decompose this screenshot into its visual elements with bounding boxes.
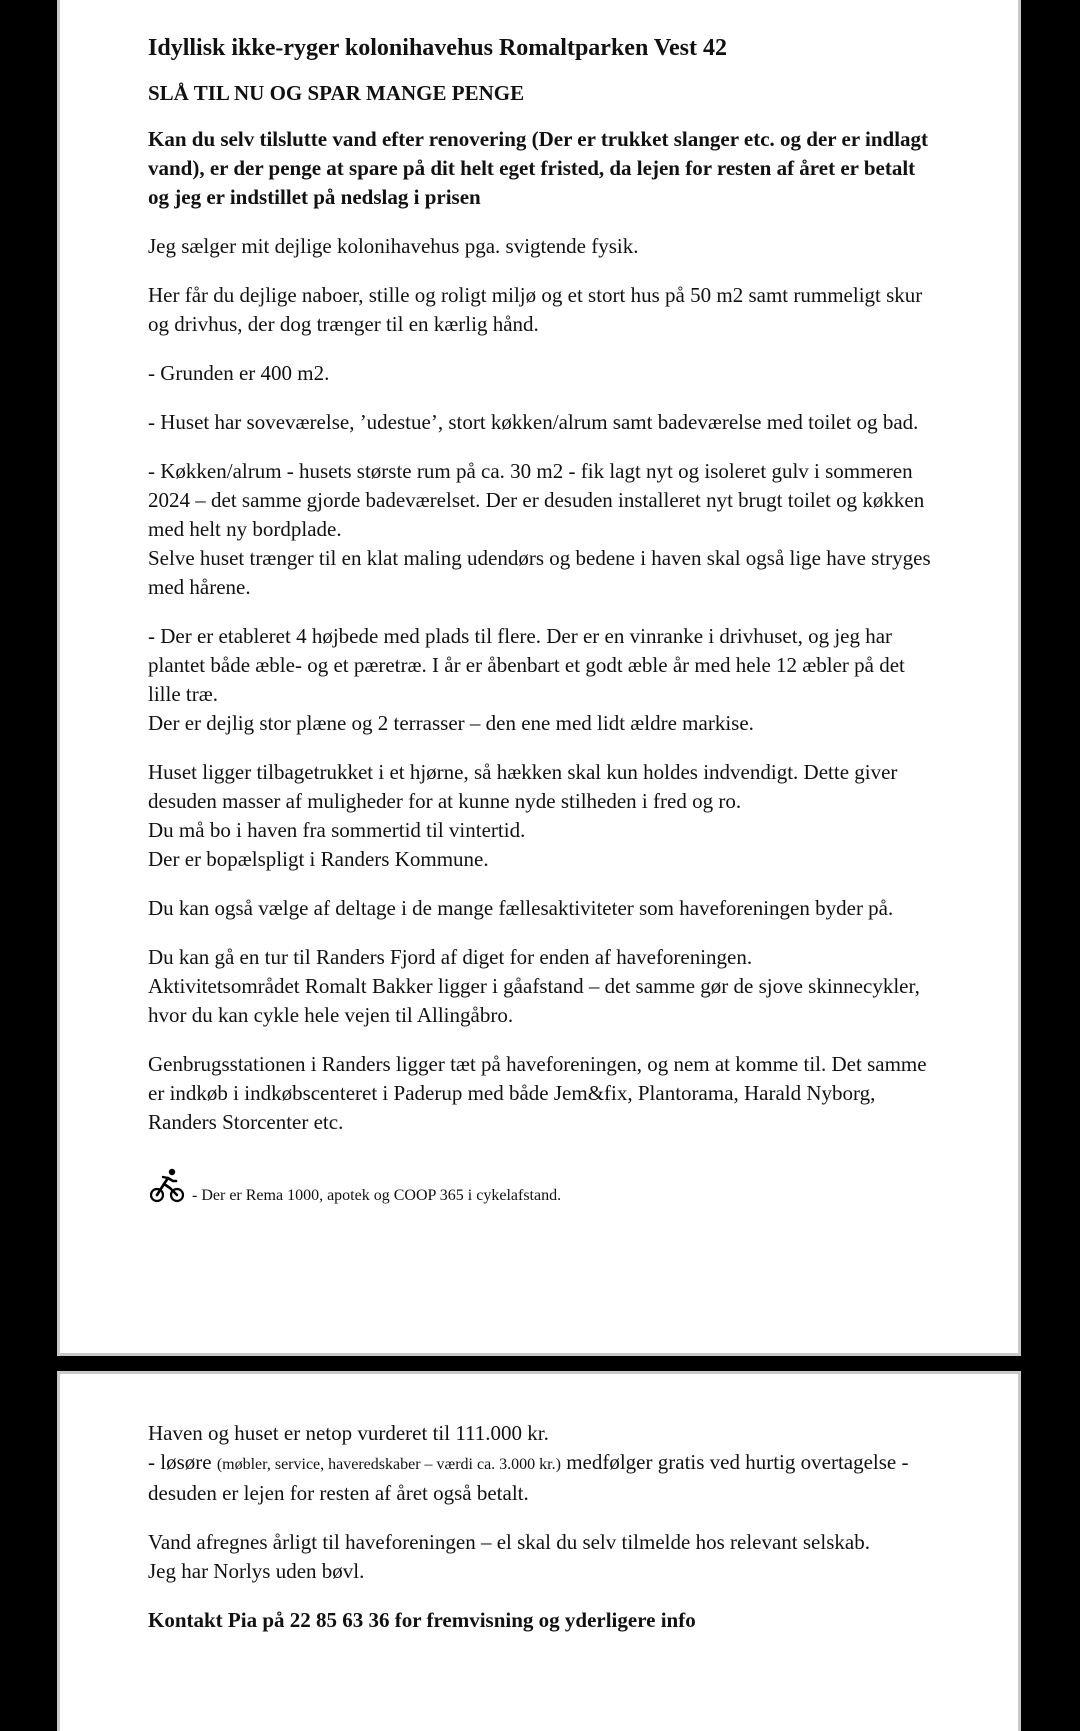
- paragraph-neighbours: Her får du dejlige naboer, stille og roligt miljø og et stort hus på 50 m2 samt rummeligt skur og drivhus, der dog trænger til en kærlig hånd.: [148, 283, 923, 336]
- paragraph-garden: [148, 622, 938, 738]
- paragraph-location: [148, 758, 938, 874]
- corner-text: Huset ligger tilbagetrukket i et hjørne, så hækken skal kun holdes indvendigt. Dette giver desuden masser af muligheder for at kunne nyde stilheden i fred og ro.: [148, 760, 898, 813]
- bicycle-icon: [148, 1167, 186, 1205]
- season-text: Du må bo i haven fra sommertid til vintertid.: [148, 818, 526, 842]
- furniture-line: [148, 1448, 938, 1508]
- fjord-text: Du kan gå en tur til Randers Fjord af diget for enden af haveforeningen.: [148, 945, 753, 969]
- water-text: Vand afregnes årligt til haveforeningen – el skal du selv tilmelde hos relevant selskab.: [148, 1530, 870, 1554]
- document-page-2: [57, 1371, 1021, 1731]
- paragraph-valuation: [148, 1419, 938, 1508]
- maintenance-text: Selve huset trænger til en klat maling udendørs og bedene i haven skal også lige have stryges med hårene.: [148, 546, 931, 599]
- residence-text: Der er bopælspligt i Randers Kommune.: [148, 847, 489, 871]
- contact-info: Kontakt Pia på 22 85 63 36 for fremvisning og yderligere info: [148, 1608, 696, 1632]
- page-2-content: [148, 1419, 938, 1655]
- romalt-text: Aktivitetsområdet Romalt Bakker ligger i gåafstand – det samme gør de sjove skinnecykler, hvor du kan cykle hele vejen til Allingåbro.: [148, 974, 920, 1027]
- document-subtitle: SLÅ TIL NU OG SPAR MANGE PENGE: [148, 81, 525, 105]
- garden-beds-text: - Der er etableret 4 højbede med plads til flere. Der er en vinranke i drivhuset, og jeg har plantet både æble- og et pæretræ. I år er åbenbart et godt æble år med hele 12 æbler på det lille træ.: [148, 624, 905, 706]
- furniture-text-end: medfølger gratis ved hurtig overtagelse - desuden er lejen for resten af året også betalt.: [148, 1450, 909, 1505]
- paragraph-kitchen: [148, 457, 938, 602]
- paragraph-activities: Du kan også vælge af deltage i de mange fællesaktiviteter som haveforeningen byder på.: [148, 896, 894, 920]
- furniture-details: (møbler, service, haveredskaber – værdi ca. 3.000 kr.): [216, 1456, 561, 1473]
- paragraph-shopping: Genbrugsstationen i Randers ligger tæt på haveforeningen, og nem at komme til. Det samme er indkøb i indkøbscenteret i Paderup med både Jem&fix, Plantorama, Harald Nyborg, Randers Storcenter etc.: [148, 1052, 927, 1134]
- paragraph-rooms: - Huset har soveværelse, ’udestue’, stort køkken/alrum samt badeværelse med toilet og bad.: [148, 410, 919, 434]
- paragraph-utilities: [148, 1528, 938, 1586]
- power-text: Jeg har Norlys uden bøvl.: [148, 1559, 365, 1583]
- document-page-1: [57, 0, 1021, 1356]
- paragraph-intro: Jeg sælger mit dejlige kolonihavehus pga. svigtende fysik.: [148, 234, 639, 258]
- lead-paragraph: Kan du selv tilslutte vand efter renovering (Der er trukket slanger etc. og der er indlagt vand), er der penge at spare på dit helt eget fristed, da lejen for resten af året er betalt og jeg er indstillet på nedslag i prisen: [148, 127, 929, 209]
- furniture-text-start: - løsøre: [148, 1450, 217, 1474]
- paragraph-surroundings: [148, 943, 938, 1030]
- paragraph-plot-size: - Grunden er 400 m2.: [148, 361, 330, 385]
- lawn-text: Der er dejlig stor plæne og 2 terrasser – den ene med lidt ældre markise.: [148, 711, 754, 735]
- kitchen-text: - Køkken/alrum - husets største rum på ca. 30 m2 - fik lagt nyt og isoleret gulv i sommeren 2024 – det samme gjorde badeværelset. Der er desuden installeret nyt brugt toilet og køkken med helt ny bordplade.: [148, 459, 925, 541]
- bike-distance-row: [148, 1167, 938, 1205]
- bike-distance-text: - Der er Rema 1000, apotek og COOP 365 i cykelafstand.: [192, 1187, 562, 1204]
- valuation-text: Haven og huset er netop vurderet til 111.000 kr.: [148, 1421, 549, 1445]
- page-1-content: [148, 33, 938, 1205]
- document-title: Idyllisk ikke-ryger kolonihavehus Romaltparken Vest 42: [148, 35, 727, 61]
